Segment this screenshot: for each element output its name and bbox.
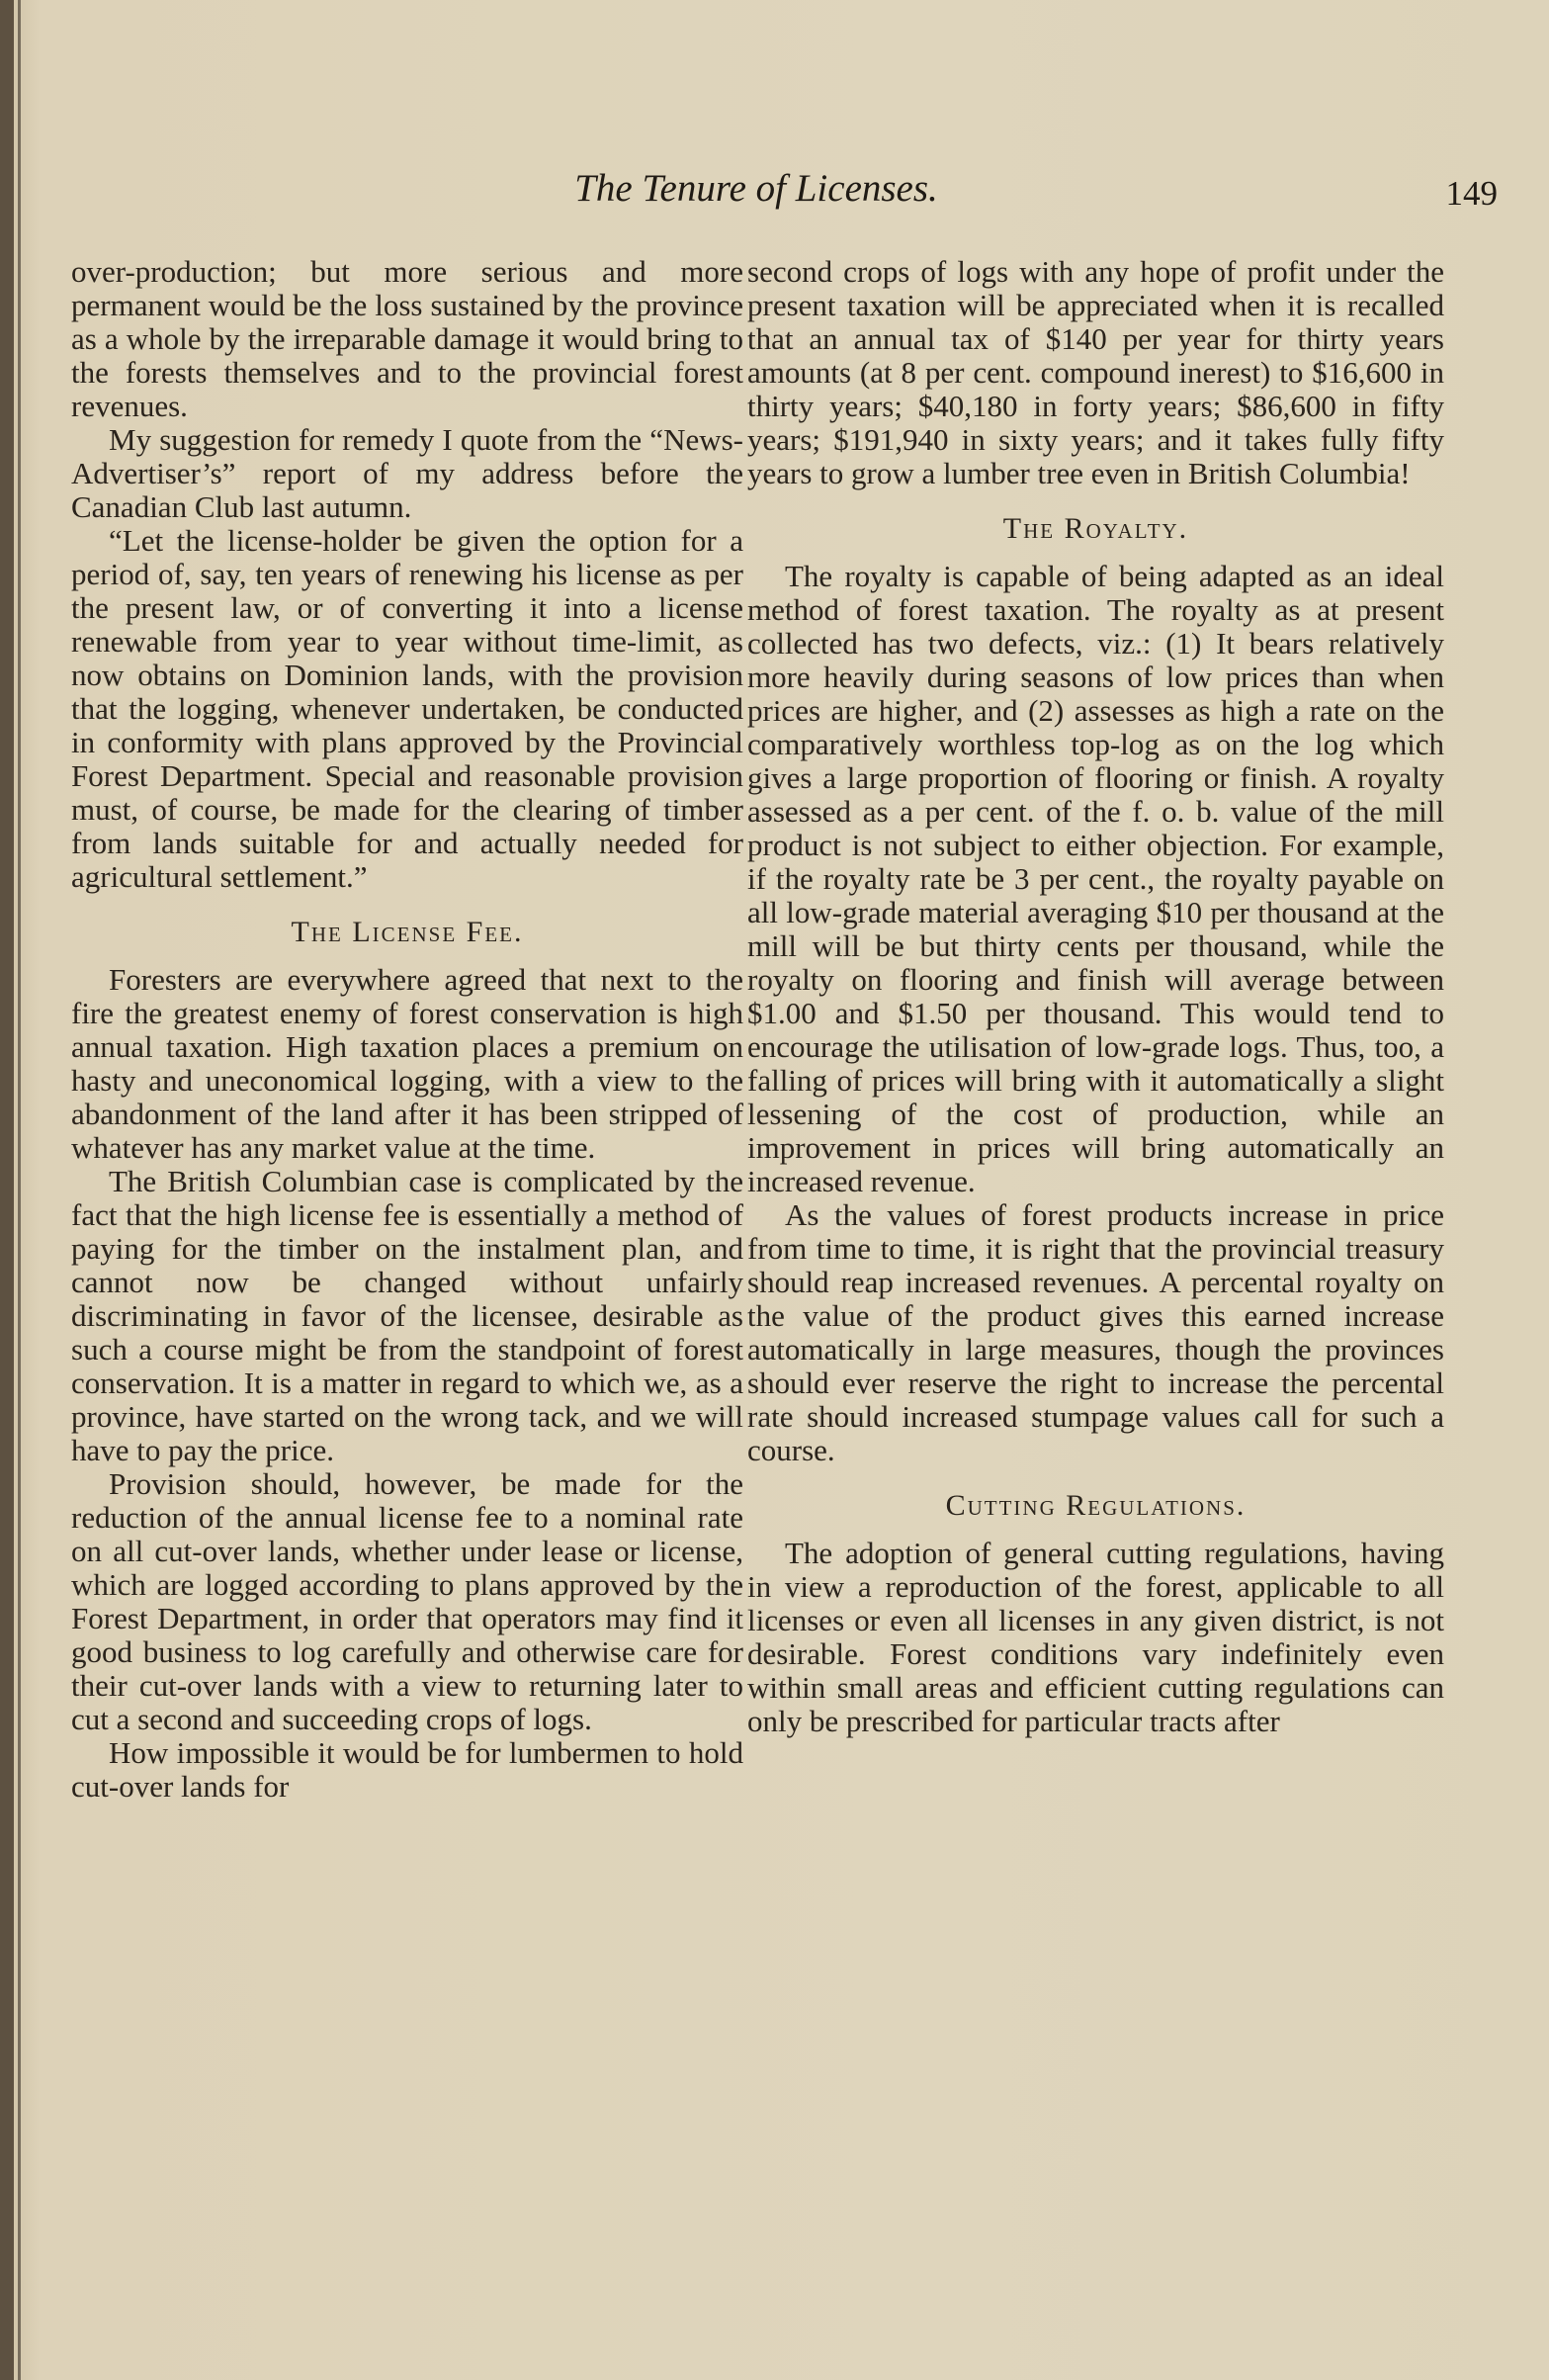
paragraph: My suggestion for remedy I quote from the “News-Advertiser’s” report of my address before the Canadian Club last autumn. bbox=[71, 422, 743, 524]
spine-edge bbox=[18, 0, 21, 2380]
paragraph: Provision should, however, be made for the reduction of the annual license fee to a nominal rate on all cut-over lands, whether under lease or license, which are logged according to plans approved by the Forest Department, in order that operators may find it good business to log carefully and otherwise care for their cut-over lands with a view to returning later to cut a second and succeeding crops of logs. bbox=[71, 1466, 743, 1736]
running-header-title: The Tenure of Licenses. bbox=[574, 167, 938, 210]
book-spine bbox=[0, 0, 14, 2380]
right-column bbox=[747, 255, 1444, 1738]
section-heading-cutting-regulations: Cutting Regulations. bbox=[945, 1489, 1247, 1522]
paragraph-quote: “Let the license-holder be given the option for a period of, say, ten years of renewing his license as per the present law, or of converting it into a license renewable from year to year without time-limit, as now obtains on Dominion lands, with the provision that the logging, whenever undertaken, be conducted in conformity with plans approved by the Provincial Forest Department. Special and reasonable provision must, of course, be made for the clearing of timber from lands suitable for and actually needed for agricultural settlement.” bbox=[71, 523, 743, 894]
paragraph: second crops of logs with any hope of profit under the present taxation will be appreciated when it is recalled that an annual tax of $140 per year for thirty years amounts (at 8 per cent. compound inerest) to $16,600 in thirty years; $40,180 in forty years; $86,600 in fifty years; $191,940 in sixty years; and it takes fully fifty years to grow a lumber tree even in British Columbia! bbox=[747, 254, 1444, 490]
paragraph: The British Columbian case is complicated by the fact that the high license fee is essentially a method of paying for the timber on the instalment plan, and cannot now be changed without unfairly discriminating in favor of the licensee, desirable as such a course might be from the standpoint of forest conservation. It is a matter in regard to which we, as a province, have started on the wrong tack, and we will have to pay the price. bbox=[71, 1164, 743, 1467]
page-number: 149 bbox=[1445, 174, 1498, 213]
paragraph: As the values of forest products increase in price from time to time, it is right that the provincial treasury should reap increased revenues. A percental royalty on the value of the product gives this earned increase automatically in large measures, though the provinces should ever reserve the right to increase the percental rate should increased stumpage values call for such a course. bbox=[747, 1197, 1444, 1467]
section-heading-royalty: The Royalty. bbox=[1002, 512, 1189, 545]
paragraph: How impossible it would be for lumbermen to hold cut-over lands for bbox=[71, 1735, 743, 1804]
paragraph: The royalty is capable of being adapted as an ideal method of forest taxation. The royalty as at present collected has two defects, viz.: (1) It bears relatively more heavily during seasons of low prices than when prices are higher, and (2) assesses as high a rate on the comparatively worthless top-log as on the log which gives a large proportion of flooring or finish. A royalty assessed as a per cent. of the f. o. b. value of the mill product is not subject to either objection. For example, if the royalty rate be 3 per cent., the royalty payable on all low-grade material averaging $10 per thousand at the mill will be but thirty cents per thousand, while the royalty on flooring and finish will average between $1.00 and $1.50 per thousand. This would tend to encourage the utilisation of low-grade logs. Thus, too, a falling of prices will bring with it automatically a slight lessening of the cost of production, while an improvement in prices will bring automatically an increased revenue. bbox=[747, 559, 1444, 1198]
paragraph: The adoption of general cutting regulations, having in view a reproduction of the forest, applicable to all licenses or even all licenses in any given district, is not desirable. Forest conditions vary indefinitely even within small areas and efficient cutting regulations can only be prescribed for particular tracts after bbox=[747, 1536, 1444, 1738]
left-column bbox=[71, 255, 743, 1804]
section-heading-license-fee: The License Fee. bbox=[291, 916, 524, 948]
paragraph: Foresters are everywhere agreed that next to the fire the greatest enemy of forest conservation is high annual taxation. High taxation places a premium on hasty and uneconomical logging, with a view to the abandonment of the land after it has been stripped of whatever has any market value at the time. bbox=[71, 962, 743, 1165]
paragraph: over-production; but more serious and more permanent would be the loss sustained by the province as a whole by the irreparable damage it would bring to the forests themselves and to the provincial forest revenues. bbox=[71, 254, 743, 423]
